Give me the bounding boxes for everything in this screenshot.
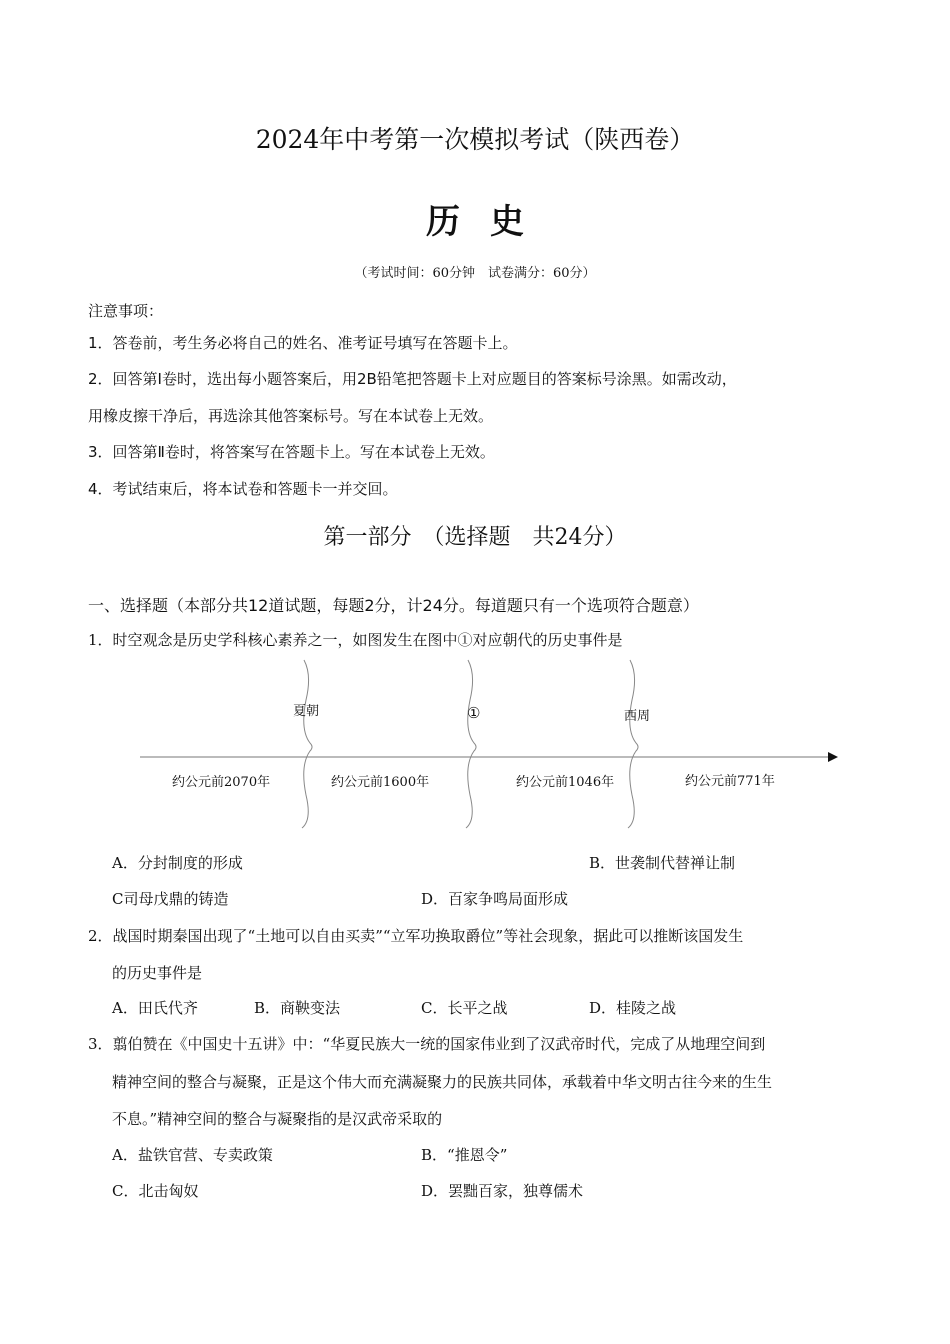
timeline-era-xia: 夏朝 [293,704,320,719]
timeline-date-4: 约公元前771年 [685,774,775,789]
timeline-date-1: 约公元前2070年 [172,775,271,790]
notice-label: 注意事项： [88,302,164,320]
q2-option-d: D．桂陵之战 [589,999,677,1017]
notice-item-2: 2．回答第Ⅰ卷时，选出每小题答案后，用2B铅笔把答题卡上对应题目的答案标号涂黑。如需改动， [88,370,737,388]
q2-option-b: B．商鞅变法 [254,999,341,1017]
notice-item-2-cont: 用橡皮擦干净后，再选涂其他答案标号。写在本试卷上无效。 [88,407,494,425]
exam-title: 2024年中考第一次模拟考试（陕西卷） [255,125,695,154]
q1-option-d: D．百家争鸣局面形成 [421,890,569,908]
timeline-era-blank: ① [467,704,481,722]
q1-option-a: A．分封制度的形成 [112,854,243,872]
timeline-date-3: 约公元前1046年 [516,775,615,790]
notice-item-3: 3．回答第Ⅱ卷时，将答案写在答题卡上。写在本试卷上无效。 [88,443,495,461]
timeline-figure [130,655,850,835]
q3-option-d: D．罢黜百家，独尊儒术 [421,1182,584,1200]
q3-stem-cont-2: 不息。”精神空间的整合与凝聚指的是汉武帝采取的 [112,1110,443,1128]
q2-option-a: A．田氏代齐 [112,999,198,1017]
q3-option-a: A．盐铁官营、专卖政策 [112,1146,273,1164]
q2-option-c: C．长平之战 [421,999,508,1017]
q3-option-b: B．“推恩令” [421,1146,508,1164]
q3-stem-cont-1: 精神空间的整合与凝聚，正是这个伟大而充满凝聚力的民族共同体，承载着中华文明古往今来的生生 [112,1073,773,1091]
notice-item-1: 1．答卷前，考生务必将自己的姓名、准考证号填写在答题卡上。 [88,334,518,352]
timeline-date-2: 约公元前1600年 [331,775,430,790]
q1-option-b: B．世袭制代替禅让制 [589,854,736,872]
timeline-brace-1 [302,660,312,828]
timeline-arrow-icon [828,752,838,762]
q3-stem: 3．翦伯赞在《中国史十五讲》中：“华夏民族大一统的国家伟业到了汉武帝时代，完成了从地理空间到 [88,1035,766,1053]
subject-title: 历史 [426,202,554,242]
q1-option-c: C司母戊鼎的铸造 [112,890,229,908]
timeline-era-xizhou: 西周 [624,709,651,724]
q1-stem: 1．时空观念是历史学科核心素养之一，如图发生在图中①对应朝代的历史事件是 [88,631,623,649]
timeline-brace-2 [466,660,476,828]
timeline-brace-3 [628,660,638,828]
q2-stem: 2．战国时期秦国出现了“土地可以自由买卖”“立军功换取爵位”等社会现象，据此可以推断该国发生 [88,927,744,945]
section-heading: 一、选择题（本部分共12道试题，每题2分，计24分。每道题只有一个选项符合题意） [88,596,699,615]
q2-stem-cont: 的历史事件是 [112,964,203,982]
q3-option-c: C．北击匈奴 [112,1182,199,1200]
exam-info: （考试时间：60分钟 试卷满分：60分） [354,266,596,281]
part-title: 第一部分 （选择题 共24分） [323,525,627,550]
notice-item-4: 4．考试结束后，将本试卷和答题卡一并交回。 [88,480,398,498]
